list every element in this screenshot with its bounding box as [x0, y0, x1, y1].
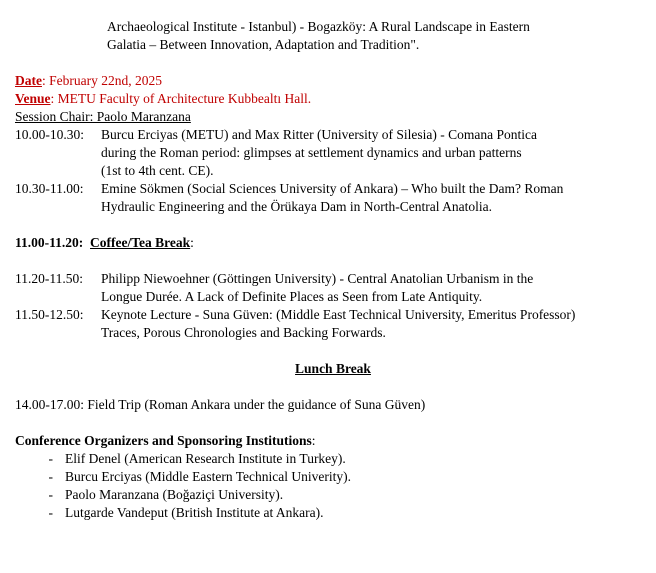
- entry-line: Longue Durée. A Lack of Definite Places as Seen from Late Antiquity.: [101, 289, 483, 304]
- entry-line: during the Roman period: glimpses at settlement dynamics and urban patterns: [101, 145, 522, 160]
- entry-line: Burcu Erciyas (METU) and Max Ritter (University of Silesia) - Comana Pontica: [101, 127, 538, 142]
- list-item: [15, 486, 651, 504]
- schedule-entry: [15, 306, 651, 342]
- venue-line: [15, 90, 651, 108]
- organizer-name: Paolo Maranzana (Boğaziçi University).: [65, 487, 284, 502]
- organizers-list: [15, 450, 651, 522]
- coffee-break-line: 11.00-11.20: Coffee/Tea Break:: [15, 235, 194, 250]
- venue-value: : METU Faculty of Architecture Kubbealtı Hall.: [50, 91, 312, 106]
- entry-line: Hydraulic Engineering and the Örükaya Dam in North-Central Anatolia.: [101, 199, 493, 214]
- session1: [15, 126, 651, 216]
- field-trip: 14.00-17.00: Field Trip (Roman Ankara under the guidance of Suna Güven): [15, 397, 426, 412]
- entry-body: [101, 270, 651, 306]
- coffee-time: 11.00-11.20: [15, 235, 79, 250]
- schedule-entry: [15, 126, 651, 180]
- entry-time: 11.50-12.50:: [15, 307, 84, 322]
- entry-line: Keynote Lecture - Suna Güven: (Middle East Technical University, Emeritus Professor): [101, 307, 576, 322]
- venue-label: Venue: [15, 91, 51, 106]
- intro-line: Archaeological Institute - Istanbul) - Bogazköy: A Rural Landscape in Eastern: [107, 19, 530, 34]
- organizers-heading-text: Conference Organizers and Sponsoring Institutions: [15, 433, 312, 448]
- entry-line: Emine Sökmen (Social Sciences University of Ankara) – Who built the Dam? Roman: [101, 181, 564, 196]
- entry-body: [101, 126, 651, 180]
- coffee-suffix: :: [190, 235, 194, 250]
- entry-line: Traces, Porous Chronologies and Backing Forwards.: [101, 325, 386, 340]
- entry-body: [101, 180, 651, 216]
- intro-paragraph: [15, 18, 651, 54]
- dash-bullet-icon: -: [48, 487, 53, 502]
- dash-bullet-icon: -: [48, 505, 53, 520]
- list-item: [15, 468, 651, 486]
- coffee-label: Coffee/Tea Break: [90, 235, 191, 250]
- organizers-heading-suffix: :: [311, 433, 316, 448]
- organizers-heading: [15, 432, 651, 450]
- schedule-entry: [15, 180, 651, 216]
- date-value: : February 22nd, 2025: [42, 73, 162, 88]
- session2: [15, 270, 651, 342]
- session-chair: Session Chair: Paolo Maranzana: [15, 109, 191, 124]
- list-item: [15, 450, 651, 468]
- organizer-name: Lutgarde Vandeput (British Institute at Ankara).: [65, 505, 324, 520]
- entry-time: 11.20-11.50:: [15, 271, 83, 286]
- entry-line: (1st to 4th cent. CE).: [101, 163, 214, 178]
- organizer-name: Burcu Erciyas (Middle Eastern Technical Univerity).: [65, 469, 351, 484]
- entry-time: 10.30-11.00:: [15, 181, 84, 196]
- entry-time: 10.00-10.30:: [15, 127, 84, 142]
- organizer-name: Elif Denel (American Research Institute in Turkey).: [65, 451, 346, 466]
- entry-body: [101, 306, 651, 342]
- intro-line: Galatia – Between Innovation, Adaptation and Tradition".: [107, 37, 420, 52]
- date-label: Date: [15, 73, 42, 88]
- list-item: [15, 504, 651, 522]
- program-document: [15, 18, 651, 522]
- date-line: [15, 72, 651, 90]
- lunch-break: Lunch Break: [295, 361, 371, 376]
- entry-line: Philipp Niewoehner (Göttingen University) - Central Anatolian Urbanism in the: [101, 271, 534, 286]
- dash-bullet-icon: -: [48, 469, 53, 484]
- dash-bullet-icon: -: [48, 451, 53, 466]
- schedule-entry: [15, 270, 651, 306]
